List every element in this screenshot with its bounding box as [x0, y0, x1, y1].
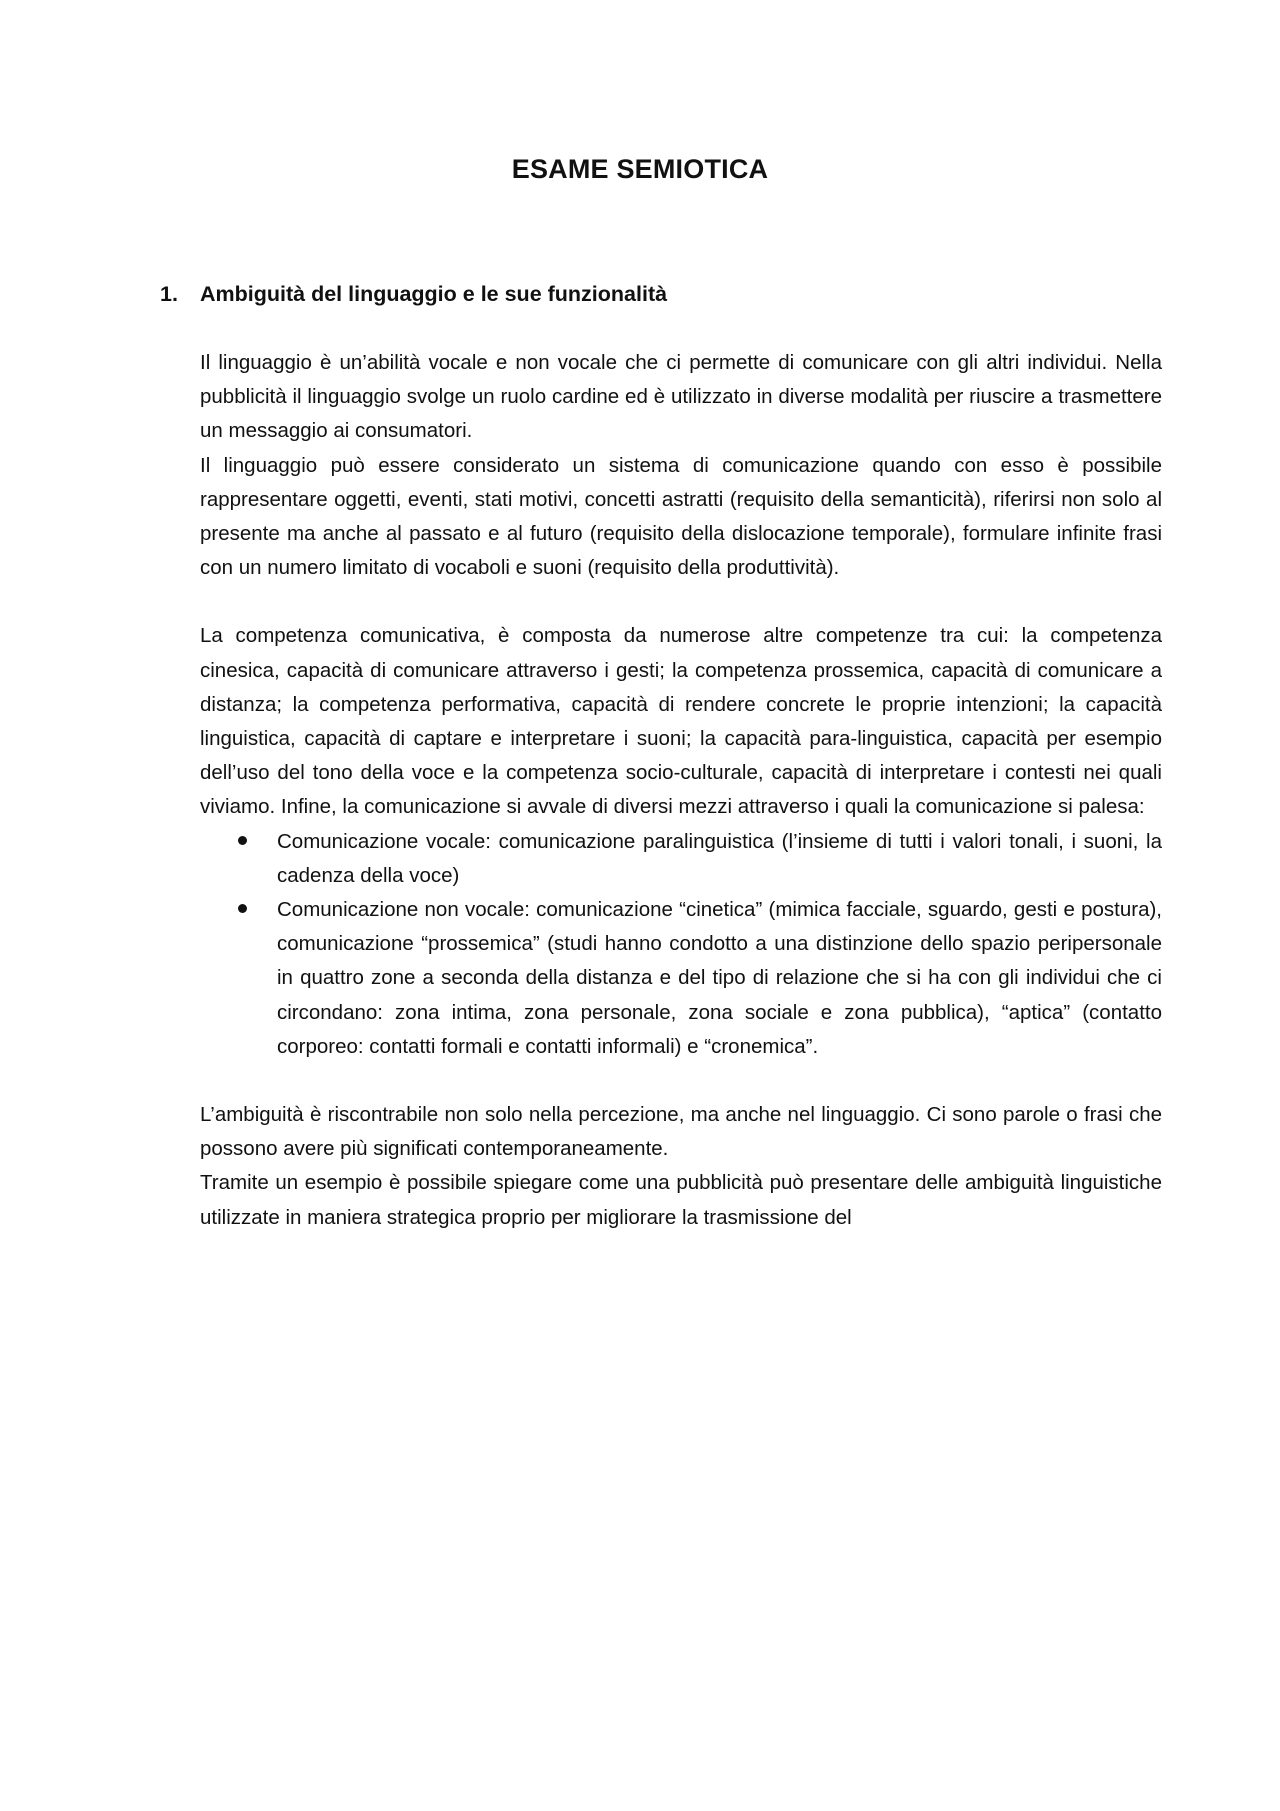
- bullet-text: Comunicazione vocale: comunicazione paralinguistica (l’insieme di tutti i valori tonali, i suoni, la cadenza della voce): [277, 829, 1162, 887]
- bullet-item: [200, 825, 1162, 893]
- document-title: ESAME SEMIOTICA: [511, 154, 769, 184]
- paragraph-2: Il linguaggio può essere considerato un sistema di comunicazione quando con esso è possibile rappresentare oggetti, eventi, stati motivi, concetti astratti (requisito della semanticità), riferirsi non solo al presente ma anche al passato e al futuro (requisito della dislocazione temporale), formulare infinite frasi con un numero limitato di vocaboli e suoni (requisito della produttività).: [200, 453, 1162, 580]
- paragraph-4: L’ambiguità è riscontrabile non solo nella percezione, ma anche nel linguaggio. Ci sono parole o frasi che possono avere più significati contemporaneamente.: [200, 1103, 1162, 1161]
- paragraph-3: La competenza comunicativa, è composta da numerose altre competenze tra cui: la competenza cinesica, capacità di comunicare attraverso i gesti; la competenza prossemica, capacità di comunicare a distanza; la competenza performativa, capacità di rendere concrete le proprie intenzioni; la capacità linguistica, capacità di captare e interpretare i suoni; la capacità para-linguistica, capacità per esempio dell’uso del tono della voce e la competenza socio-culturale, capacità di interpretare i contesti nei quali viviamo. Infine, la comunicazione si avvale di diversi mezzi attraverso i quali la comunicazione si palesa:: [200, 624, 1162, 819]
- bullet-text: Comunicazione non vocale: comunicazione “cinetica” (mimica facciale, sguardo, gesti e postura), comunicazione “prossemica” (studi hanno condotto a una distinzione dello spazio peripersonale in quattro zone a seconda della distanza e del tipo di relazione che si ha con gli individui che ci circondano: zona intima, zona personale, zona sociale e zona pubblica), “aptica” (contatto corporeo: contatti formali e contatti informali) e “cronemica”.: [277, 898, 1162, 1058]
- bullet-dot-icon: [238, 904, 247, 913]
- bullet-dot-icon: [238, 836, 247, 845]
- section-heading: [160, 282, 1160, 307]
- section-heading-text: Ambiguità del linguaggio e le sue funzionalità: [200, 282, 668, 306]
- bullet-list: [200, 825, 1162, 1064]
- paragraph-5: Tramite un esempio è possibile spiegare come una pubblicità può presentare delle ambiguità linguistiche utilizzate in maniera strategica proprio per migliorare la trasmissione del: [200, 1171, 1162, 1229]
- section-body: [200, 346, 1162, 1235]
- section-number: 1.: [160, 282, 178, 306]
- bullet-item: [200, 893, 1162, 1064]
- paragraph-1: Il linguaggio è un’abilità vocale e non vocale che ci permette di comunicare con gli altri individui. Nella pubblicità il linguaggio svolge un ruolo cardine ed è utilizzato in diverse modalità per riuscire a trasmettere un messaggio ai consumatori.: [200, 351, 1162, 443]
